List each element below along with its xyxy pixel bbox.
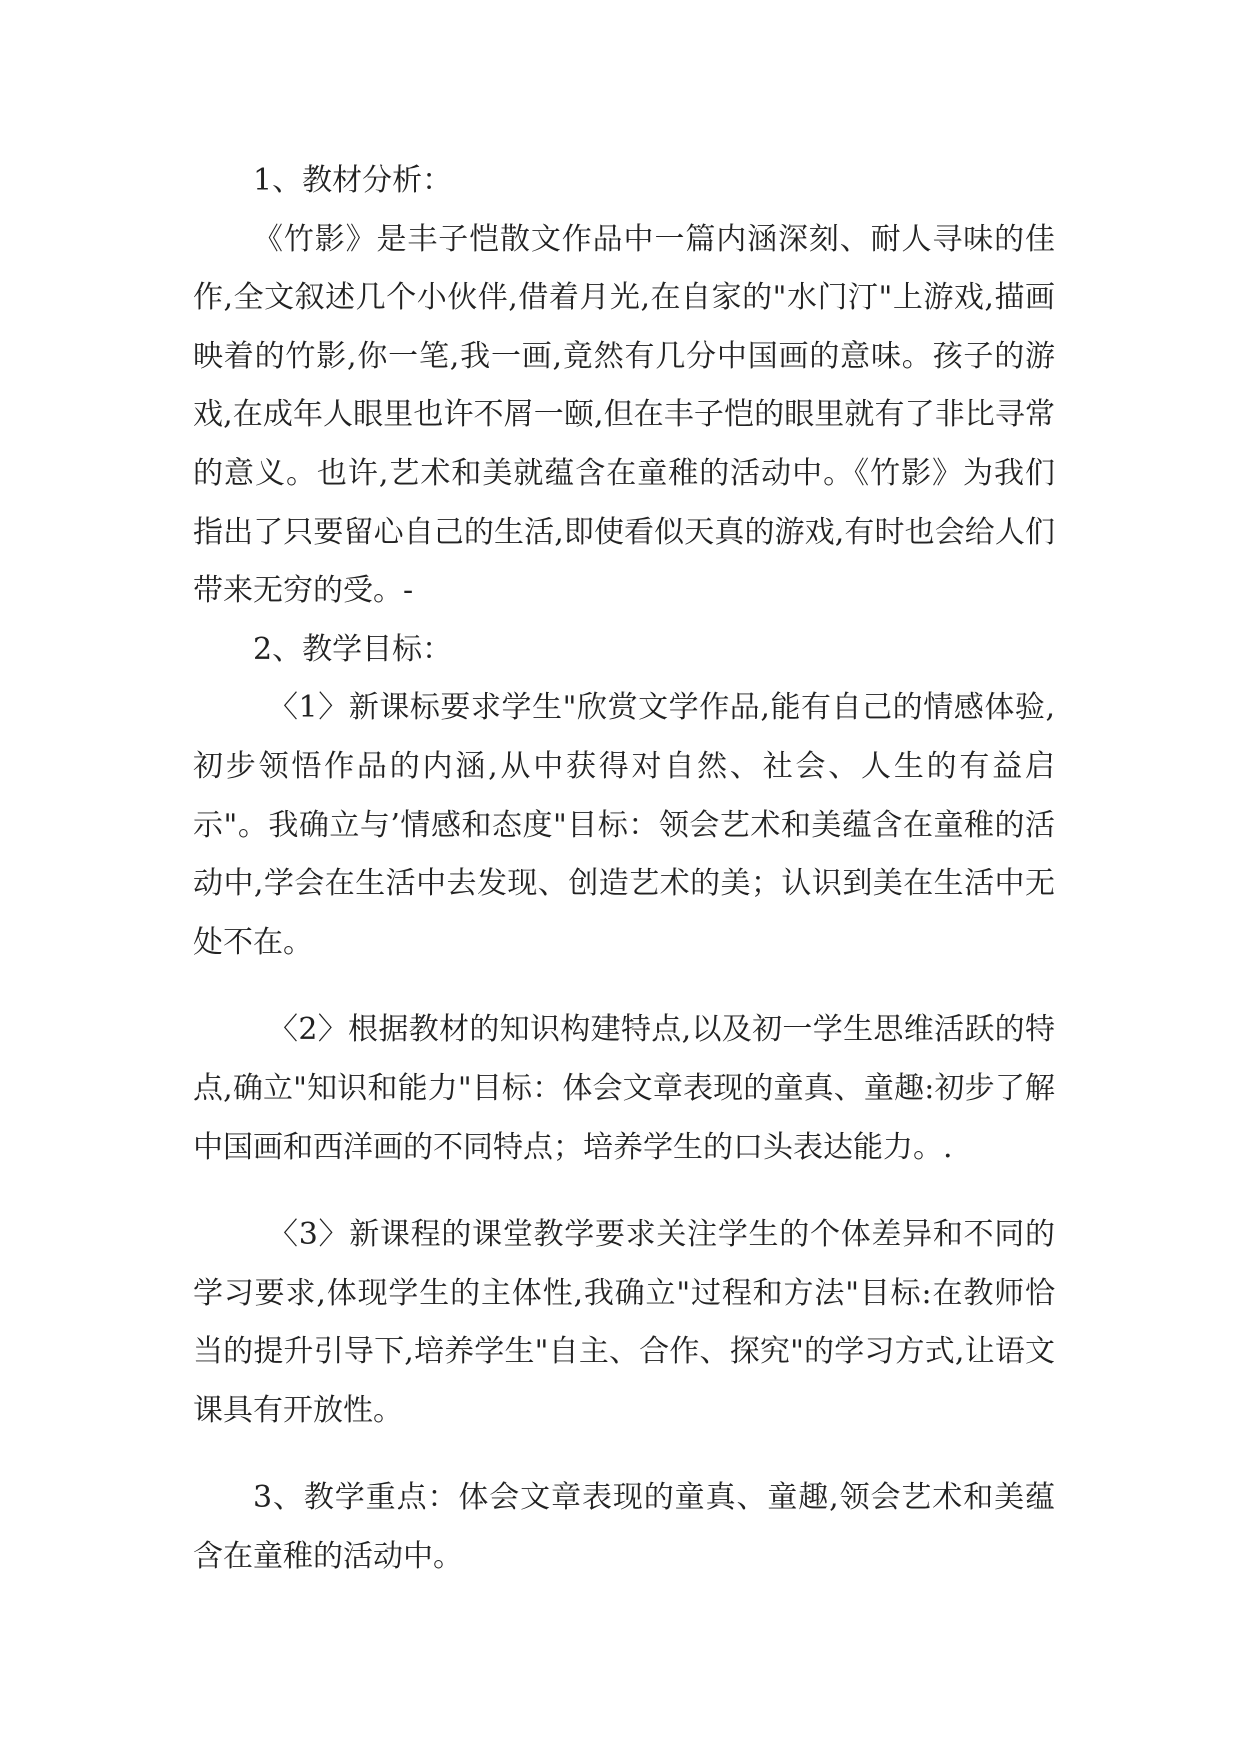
section-2-paragraph-2: 〈2〉根据教材的知识构建特点,以及初一学生思维活跃的特点,确立"知识和能力"目标：体会文章表现的童真、童趣:初步了解中国画和西洋画的不同特点；培养学生的口头表达能力。. — [193, 1012, 1055, 1165]
section-1-heading: 1、教材分析： — [253, 163, 453, 198]
section-3-heading: 3、教学重点：体会文章表现的童真、童趣,领会艺术和美蕴含在童稚的活动中。 — [193, 1480, 1055, 1575]
document-page — [193, 152, 1055, 1587]
section-2-paragraph-1: 〈1〉新课标要求学生"欣赏文学作品,能有自己的情感体验,初步领悟作品的内涵,从中获得对自然、社会、人生的有益启示"。我确立与’情感和态度"目标：领会艺术和美蕴含在童稚的活动中,学会在生活中去发现、创造艺术的美；认识到美在生活中无处不在。 — [193, 690, 1055, 960]
section-2-heading: 2、教学目标： — [253, 631, 453, 667]
section-1-paragraph-1: 《竹影》是丰子恺散文作品中一篇内涵深刻、耐人寻味的佳作,全文叙述几个小伙伴,借着月光,在自家的"水门汀"上游戏,描画映着的竹影,你一笔,我一画,竟然有几分中国画的意味。孩子的游戏,在成年人眼里也许不屑一颐,但在丰子恺的眼里就有了非比寻常的意义。也许,艺术和美就蕴含在童稚的活动中。《竹影》为我们指出了只要留心自己的生活,即使看似天真的游戏,有时也会给人们带来无穷的受。- — [193, 221, 1055, 609]
section-2-paragraph-3: 〈3〉新课程的课堂教学要求关注学生的个体差异和不同的学习要求,体现学生的主体性,我确立"过程和方法"目标:在教师恰当的提升引导下,培养学生"自主、合作、探究"的学习方式,让语文课具有开放性。 — [193, 1217, 1055, 1428]
